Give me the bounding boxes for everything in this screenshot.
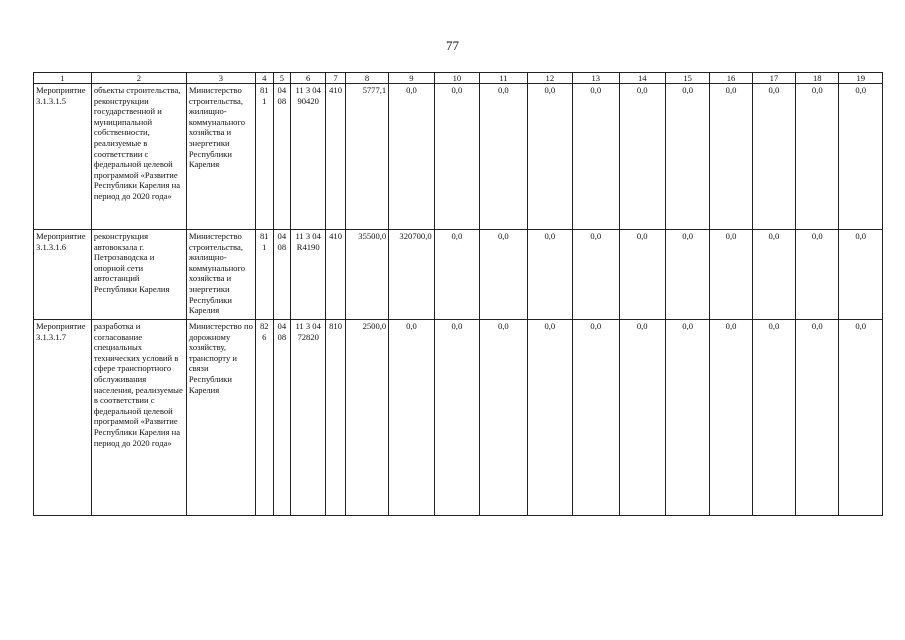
value-cell: 0,0 xyxy=(839,320,883,516)
table-row xyxy=(34,320,883,516)
measure-object: объекты строительства, реконструкции государственной и муниципальной собственности, реализуемые в соответствии с федеральной целевой программой «Развитие Республики Карелия на период до 2020 года» xyxy=(91,84,186,230)
column-header: 5 xyxy=(273,73,291,84)
value-cell: 0,0 xyxy=(389,320,434,516)
value-cell: 0,0 xyxy=(665,230,709,320)
value-cell: 0,0 xyxy=(796,84,839,230)
measure-object: реконструкция автовокзала г. Петрозаводска и опорной сети автостанций Республики Карелия xyxy=(91,230,186,320)
value-cell: 0,0 xyxy=(573,84,619,230)
grbs-code: 811 xyxy=(256,84,274,230)
value-cell: 0,0 xyxy=(752,230,795,320)
column-header: 15 xyxy=(665,73,709,84)
column-header: 2 xyxy=(91,73,186,84)
column-header: 13 xyxy=(573,73,619,84)
value-cell: 0,0 xyxy=(710,320,752,516)
csr-code: 11 3 04 90420 xyxy=(291,84,326,230)
vr-code: 410 xyxy=(326,84,346,230)
value-cell: 0,0 xyxy=(389,84,434,230)
value-cell: 0,0 xyxy=(839,230,883,320)
vr-code: 810 xyxy=(326,320,346,516)
measure-executor: Министерство по дорожному хозяйству, транспорту и связи Республики Карелия xyxy=(186,320,255,516)
value-cell: 0,0 xyxy=(752,84,795,230)
value-cell: 0,0 xyxy=(434,84,479,230)
column-header: 9 xyxy=(389,73,434,84)
value-cell: 0,0 xyxy=(710,84,752,230)
value-cell: 0,0 xyxy=(434,320,479,516)
column-header: 8 xyxy=(345,73,388,84)
value-cell: 0,0 xyxy=(619,320,665,516)
value-cell: 5777,1 xyxy=(345,84,388,230)
value-cell: 2500,0 xyxy=(345,320,388,516)
value-cell: 0,0 xyxy=(480,84,528,230)
column-header: 4 xyxy=(256,73,274,84)
measure-object: разработка и согласование специальных технических условий в сфере транспортного обслуживания населения, реализуемые в соответствии с федеральной целевой программой «Развитие Республики Карелия на период до 2020 года» xyxy=(91,320,186,516)
value-cell: 0,0 xyxy=(665,320,709,516)
header-row xyxy=(34,73,883,84)
column-header: 12 xyxy=(527,73,572,84)
column-header: 17 xyxy=(752,73,795,84)
value-cell: 0,0 xyxy=(796,230,839,320)
value-cell: 0,0 xyxy=(480,230,528,320)
column-header: 16 xyxy=(710,73,752,84)
value-cell: 0,0 xyxy=(710,230,752,320)
vr-code: 410 xyxy=(326,230,346,320)
value-cell: 0,0 xyxy=(573,320,619,516)
rzpr-code: 04 08 xyxy=(273,84,291,230)
value-cell: 0,0 xyxy=(527,320,572,516)
value-cell: 0,0 xyxy=(619,230,665,320)
value-cell: 320700,0 xyxy=(389,230,434,320)
value-cell: 0,0 xyxy=(480,320,528,516)
rzpr-code: 04 08 xyxy=(273,230,291,320)
rzpr-code: 04 08 xyxy=(273,320,291,516)
value-cell: 0,0 xyxy=(796,320,839,516)
column-header: 11 xyxy=(480,73,528,84)
value-cell: 35500,0 xyxy=(345,230,388,320)
table-row xyxy=(34,230,883,320)
table-row xyxy=(34,84,883,230)
column-header: 19 xyxy=(839,73,883,84)
measure-name: Мероприятие 3.1.3.1.7 xyxy=(34,320,92,516)
column-header: 14 xyxy=(619,73,665,84)
measure-executor: Министерство строительства, жилищно-коммунального хозяйства и энергетики Республики Карелия xyxy=(186,84,255,230)
value-cell: 0,0 xyxy=(619,84,665,230)
value-cell: 0,0 xyxy=(527,84,572,230)
csr-code: 11 3 04 72820 xyxy=(291,320,326,516)
page-number: 77 xyxy=(446,38,459,53)
value-cell: 0,0 xyxy=(752,320,795,516)
value-cell: 0,0 xyxy=(434,230,479,320)
grbs-code: 826 xyxy=(256,320,274,516)
column-header: 3 xyxy=(186,73,255,84)
column-header: 18 xyxy=(796,73,839,84)
measure-name: Мероприятие 3.1.3.1.6 xyxy=(34,230,92,320)
csr-code: 11 3 04 R4190 xyxy=(291,230,326,320)
measure-name: Мероприятие 3.1.3.1.5 xyxy=(34,84,92,230)
budget-table xyxy=(33,72,883,516)
measure-executor: Министерство строительства, жилищно-коммунального хозяйства и энергетики Республики Карелия xyxy=(186,230,255,320)
value-cell: 0,0 xyxy=(839,84,883,230)
column-header: 1 xyxy=(34,73,92,84)
grbs-code: 811 xyxy=(256,230,274,320)
column-header: 10 xyxy=(434,73,479,84)
value-cell: 0,0 xyxy=(573,230,619,320)
value-cell: 0,0 xyxy=(665,84,709,230)
column-header: 6 xyxy=(291,73,326,84)
value-cell: 0,0 xyxy=(527,230,572,320)
column-header: 7 xyxy=(326,73,346,84)
